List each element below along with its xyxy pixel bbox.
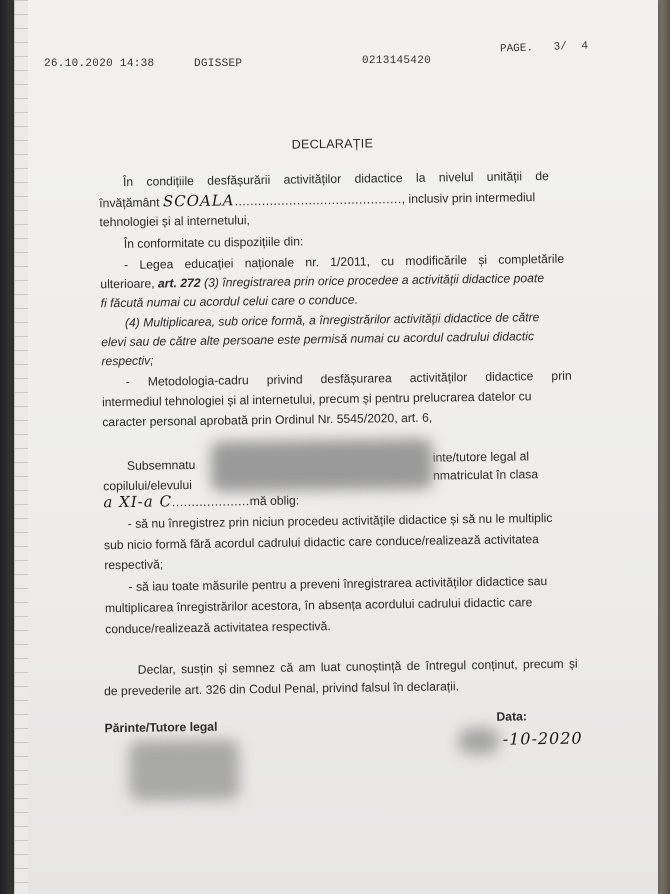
document-body <box>14 0 658 894</box>
page-label: PAGE. <box>499 42 534 56</box>
law-p4-line-3: respectiv; <box>101 353 154 369</box>
obligation-2-line-3: conduce/realizează activitatea respectivă. <box>105 619 331 637</box>
law-p4-line-2: elevi sau de către alte persoane este permisă numai cu acordul cadrului didactic <box>101 329 535 350</box>
undersigned-line-3-end: mă oblig: <box>249 493 300 509</box>
background-right <box>658 0 670 894</box>
declaration-line-1: Declar, susțin și semnez că am luat cunoștință de întregul conținut, precum și <box>137 656 578 677</box>
law-article-ref: art. 272 <box>157 275 201 291</box>
law-line-1: - Legea educației naționale nr. 1/2011, cu modificările și completările <box>123 251 565 272</box>
undersigned-line-1-end: inte/tutore legal al <box>432 449 530 465</box>
law-line-2-start: ulterioare, <box>100 276 159 292</box>
law-line-2-end: (3) înregistrarea prin orice procedee a activității didactice poate <box>200 271 545 290</box>
fax-datetime: 26.10.2020 14:38 <box>44 58 155 70</box>
fax-sender: DGISSEP <box>194 58 243 70</box>
obligation-1-line-2: sub nicio formă fără acordul cadrului didactic care conduce/realizează activitatea <box>103 532 539 553</box>
methodology-line-3: caracter personal aprobată prin Ordinul Nr. 5545/2020, art. 6, <box>102 410 433 430</box>
undersigned-line-3 <box>103 490 299 511</box>
law-p4-line-1: (4) Multiplicarea, sub orice formă, a înregistrărilor activității didactice de către <box>124 310 540 330</box>
document-page <box>14 0 658 894</box>
intro-line-1: În condițiile desfășurării activităților didactice la nivelul unității de <box>122 168 549 189</box>
intro-line-2-start: învățământ <box>99 195 164 211</box>
date-label: Data: <box>496 709 528 724</box>
conformity-line: În conformitate cu dispozițiile din: <box>123 234 304 251</box>
redacted-day-blur <box>459 728 499 755</box>
intro-line-2 <box>99 187 535 211</box>
page-total: 4 <box>581 40 589 53</box>
handwritten-school-name: SCOALA <box>162 191 235 211</box>
parent-signature-label: Părinte/Tutore legal <box>104 719 218 736</box>
class-dots: .................... <box>171 494 250 510</box>
handwritten-class: a XI-a C <box>103 492 173 512</box>
methodology-line-1: - Metodologia-cadru privind desfășurarea activităților didactice prin <box>125 368 572 389</box>
methodology-line-2: intermediul tehnologiei și al internetului, precum și pentru prelucrarea datelor cu <box>101 389 532 410</box>
redacted-signature-blur <box>129 739 240 801</box>
intro-line-3: tehnologiei și al internetului, <box>99 213 251 230</box>
page-current: 3/ <box>553 41 568 54</box>
handwritten-date: -10-2020 <box>502 728 583 749</box>
intro-dots: ........................................... <box>234 192 402 209</box>
undersigned-line-2-end: nmatriculat în clasa <box>432 467 539 483</box>
obligation-1-line-1: - să nu înregistrez prin niciun procedeu activitățile didactice și să nu le multiplic <box>127 510 553 531</box>
declaration-line-2: de prevederile art. 326 din Codul Penal, privind falsul în declarații. <box>103 679 460 699</box>
fax-phone: 0213145420 <box>362 55 432 67</box>
intro-line-2-end: , inclusiv prin intermediul <box>401 190 536 207</box>
redacted-name-blur <box>211 439 434 492</box>
page-title: DECLARAȚIE <box>291 136 374 152</box>
undersigned-line-2-start: copilului/elevului <box>103 477 193 494</box>
obligation-2-line-2: multiplicarea înregistrărilor acestora, în absența acordului cadrului didactic care <box>104 595 533 616</box>
undersigned-line-1-start: Subsemnatu <box>126 457 196 473</box>
law-line-3: fi făcută numai cu acordul celui care o conduce. <box>100 292 359 311</box>
obligation-2-line-1: - să iau toate măsurile pentru a preveni înregistrarea activităților didactice sau <box>128 574 548 594</box>
obligation-1-line-3: respectivă; <box>104 557 164 573</box>
law-line-2 <box>100 271 544 291</box>
